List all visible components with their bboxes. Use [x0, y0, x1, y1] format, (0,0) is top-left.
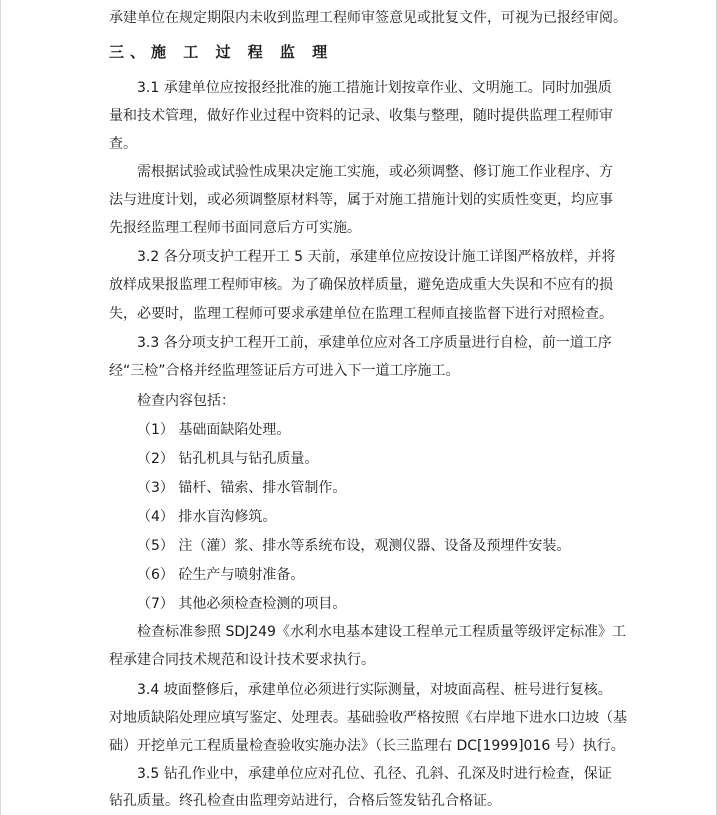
paragraph-line: 需根据试验或试验性成果决定施工实施，或必须调整、修订施工作业程序、方: [137, 164, 613, 180]
paragraph-line: 对地质缺陷处理应填写鉴定、处理表。基础验收严格按照《右岸地下进水口边坡（基: [109, 710, 627, 726]
list-item: （2） 钻孔机具与钻孔质量。: [137, 451, 319, 467]
list-item: （7） 其他必须检查检测的项目。: [137, 596, 347, 612]
list-item: （5） 注（灌）浆、排水等系统布设，观测仪器、设备及预埋件安装。: [137, 538, 571, 554]
paragraph-line: 3.4 坡面整修后，承建单位必须进行实际测量，对坡面高程、桩号进行复核。: [137, 682, 612, 698]
paragraph-line: 3.5 钻孔作业中，承建单位应对孔位、孔径、孔斜、孔深及时进行检查，保证: [137, 766, 612, 782]
paragraph-line: 础）开挖单元工程质量检查验收实施办法》（长三监理右 DC[1999]016 号）执行。: [109, 738, 625, 754]
paragraph-line: 检查内容包括：: [137, 393, 235, 409]
list-item: （6） 砼生产与喷射准备。: [137, 567, 305, 583]
paragraph-line: 失，必要时，监理工程师可要求承建单位在监理工程师直接监督下进行对照检查。: [109, 306, 613, 322]
paragraph-line: 先报经监理工程师书面同意后方可实施。: [109, 220, 361, 236]
paragraph-line: 量和技术管理，做好作业过程中资料的记录、收集与整理，随时提供监理工程师审: [109, 108, 613, 124]
paragraph-line: 放样成果报监理工程师审核。为了确保放样质量，避免造成重大失误和不应有的损: [109, 277, 613, 293]
paragraph-line: 3.1 承建单位应按报经批准的施工措施计划按章作业、文明施工。同时加强质: [137, 80, 612, 96]
paragraph-line: 3.3 各分项支护工程开工前，承建单位应对各工序质量进行自检，前一道工序: [137, 335, 612, 351]
paragraph-line: 经“三检”合格并经监理签证后方可进入下一道工序施工。: [109, 363, 460, 379]
list-item: （4） 排水盲沟修筑。: [137, 509, 277, 525]
paragraph-line: 钻孔质量。终孔检查由监理旁站进行，合格后签发钻孔合格证。: [109, 793, 501, 809]
paragraph-line: 法与进度计划，或必须调整原材料等，属于对施工措施计划的实质性变更，均应事: [109, 192, 613, 208]
paragraph-line: 3.2 各分项支护工程开工 5 天前，承建单位应按设计施工详图严格放样，并将: [137, 249, 616, 265]
paragraph-line: 查。: [109, 136, 137, 152]
paragraph-line: 检查标准参照 SDJ249《水利水电基本建设工程单元工程质量等级评定标准》工: [137, 624, 626, 640]
list-item: （1） 基础面缺陷处理。: [137, 422, 291, 438]
list-item: （3） 锚杆、锚索、排水管制作。: [137, 480, 347, 496]
paragraph-line: 承建单位在规定期限内未收到监理工程师审签意见或批复文件，可视为已报经审阅。: [109, 10, 627, 26]
paragraph-line: 程承建合同技术规范和设计技术要求执行。: [109, 652, 375, 668]
section-heading: 三、施 工 过 程 监 理: [109, 43, 334, 61]
